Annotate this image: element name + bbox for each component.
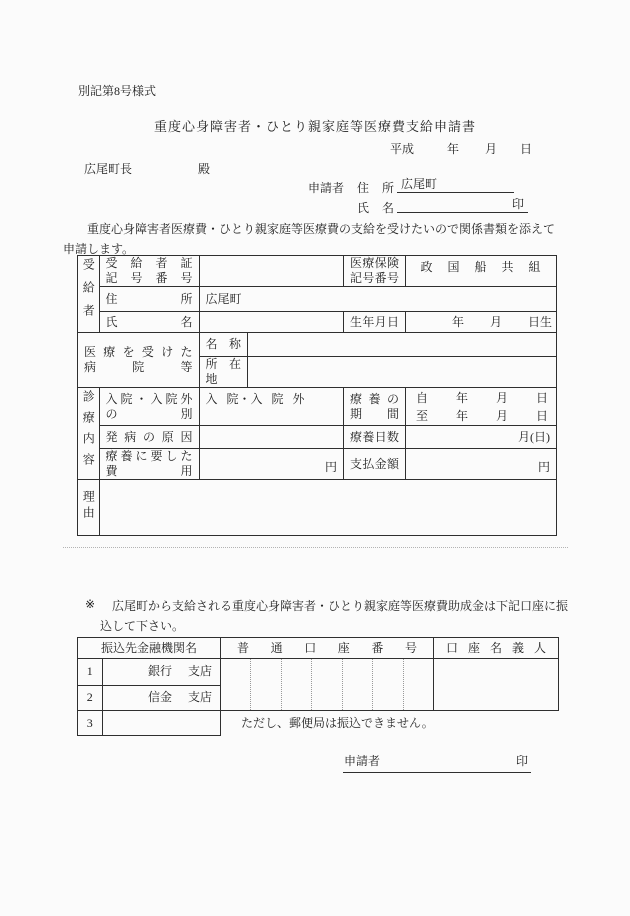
applicant-address-value: 広尾町 bbox=[401, 177, 438, 191]
form-title: 重度心身障害者・ひとり親家庭等医療費支給申請書 bbox=[153, 119, 476, 134]
footer-signature-line bbox=[343, 752, 531, 773]
postal-note: ただし、郵便局は振込できません。 bbox=[221, 711, 559, 736]
reason-field bbox=[99, 480, 557, 536]
paid-amount-field: 円 bbox=[406, 449, 557, 480]
cut-divider-line bbox=[63, 547, 568, 548]
account-digit-box bbox=[281, 659, 311, 710]
note-marker: ※ bbox=[85, 597, 96, 611]
footer-applicant-label: 申請者 bbox=[344, 754, 381, 768]
period-from-line: 自 年 月 日 bbox=[416, 390, 548, 405]
cost-label: 療養に要した 費 用 bbox=[99, 449, 199, 480]
cert-number-label: 受 給 者 証 記 号 番 号 bbox=[99, 256, 199, 287]
hospital-name-field bbox=[248, 333, 557, 357]
form-number: 別記第8号様式 bbox=[78, 84, 157, 98]
bank-institution-header: 振込先金融機関名 bbox=[78, 638, 221, 659]
note-line-1: 広尾町から支給される重度心身障害者・ひとり親家庭等医療費助成金は下記口座に振 bbox=[112, 599, 569, 613]
applicant-label: 申請者 bbox=[308, 181, 345, 195]
intro-line-1: 重度心身障害者医療費・ひとり親家庭等医療費の支給を受けたいので関係書類を添えて bbox=[87, 222, 556, 236]
intro-line-2: 申請します。 bbox=[63, 242, 135, 256]
inpatient-label: 入院・入院外 の 別 bbox=[99, 388, 199, 426]
bank-account-header: 普 通 口 座 番 号 bbox=[221, 638, 434, 659]
cert-number-field bbox=[199, 256, 344, 287]
account-digit-box bbox=[372, 659, 402, 710]
hospital-name-label: 名 称 bbox=[199, 333, 248, 357]
bank-name-cell: 信金 支店 bbox=[102, 685, 221, 710]
year-label: 年 bbox=[447, 142, 460, 156]
hospital-address-field bbox=[248, 357, 557, 388]
day-label: 日 bbox=[520, 142, 533, 156]
treatment-period-label: 療 養 の 期 間 bbox=[344, 388, 406, 426]
applicant-name-field bbox=[397, 195, 528, 213]
hospital-address-label: 所在地 bbox=[199, 357, 248, 388]
hospital-label: 医 療 を 受 け た 病 院 等 bbox=[78, 333, 200, 388]
insurance-type-options: 政 国 船 共 組 bbox=[406, 256, 557, 287]
applicant-name-label: 氏 名 bbox=[357, 201, 395, 215]
paid-amount-label: 支払金額 bbox=[344, 449, 406, 480]
month-label: 月 bbox=[485, 142, 498, 156]
inpatient-field: 入 院・入 院 外 bbox=[199, 388, 344, 426]
treatment-days-label: 療養日数 bbox=[344, 426, 406, 449]
intro-paragraph bbox=[63, 219, 569, 259]
seal-mark: 印 bbox=[511, 197, 524, 211]
bank-name-cell: 銀行 支店 bbox=[102, 659, 221, 686]
diagnosis-group-label: 診療内容 bbox=[78, 388, 100, 480]
bank-row-number: 2 bbox=[78, 685, 103, 710]
recipient-group-label: 受給者 bbox=[78, 256, 100, 333]
account-digit-box bbox=[221, 659, 250, 710]
recipient-info-table bbox=[77, 255, 557, 536]
address-value: 広尾町 bbox=[199, 287, 557, 312]
account-digit-box bbox=[311, 659, 341, 710]
era-label: 平成 bbox=[390, 142, 415, 156]
treatment-days-field: 月(日) bbox=[406, 426, 557, 449]
addressee-name: 広尾町長 bbox=[84, 162, 133, 176]
bank-name-cell bbox=[102, 711, 221, 736]
account-digit-box bbox=[403, 659, 433, 710]
date-line bbox=[390, 140, 540, 156]
applicant-address-label: 住 所 bbox=[357, 181, 395, 195]
addressee-line bbox=[84, 160, 210, 177]
name-label: 氏 名 bbox=[99, 312, 199, 333]
bank-holder-header: 口 座 名 義 人 bbox=[434, 638, 559, 659]
honorific: 殿 bbox=[198, 162, 211, 176]
address-label: 住 所 bbox=[99, 287, 199, 312]
cause-field bbox=[199, 426, 344, 449]
bank-row-number: 3 bbox=[78, 711, 103, 736]
reason-label: 理由 bbox=[78, 480, 100, 536]
footer-seal-mark: 印 bbox=[515, 754, 528, 768]
bank-row-number: 1 bbox=[78, 659, 103, 686]
treatment-period-field bbox=[406, 388, 557, 426]
account-digit-box bbox=[342, 659, 372, 710]
applicant-address-field bbox=[397, 175, 514, 193]
name-field bbox=[199, 312, 344, 333]
account-digit-box bbox=[250, 659, 280, 710]
account-number-field bbox=[221, 659, 434, 711]
cost-field: 円 bbox=[199, 449, 344, 480]
note-line-2: 込して下さい。 bbox=[100, 619, 185, 633]
period-to-line: 至 年 月 日 bbox=[416, 408, 548, 423]
cause-label: 発 病 の 原 因 bbox=[99, 426, 199, 449]
insurance-number-label: 医療保険 記号番号 bbox=[344, 256, 406, 287]
account-holder-field bbox=[434, 659, 559, 711]
bank-transfer-table bbox=[77, 637, 559, 736]
birth-label: 生年月日 bbox=[344, 312, 406, 333]
birth-field: 年 月 日生 bbox=[406, 312, 557, 333]
